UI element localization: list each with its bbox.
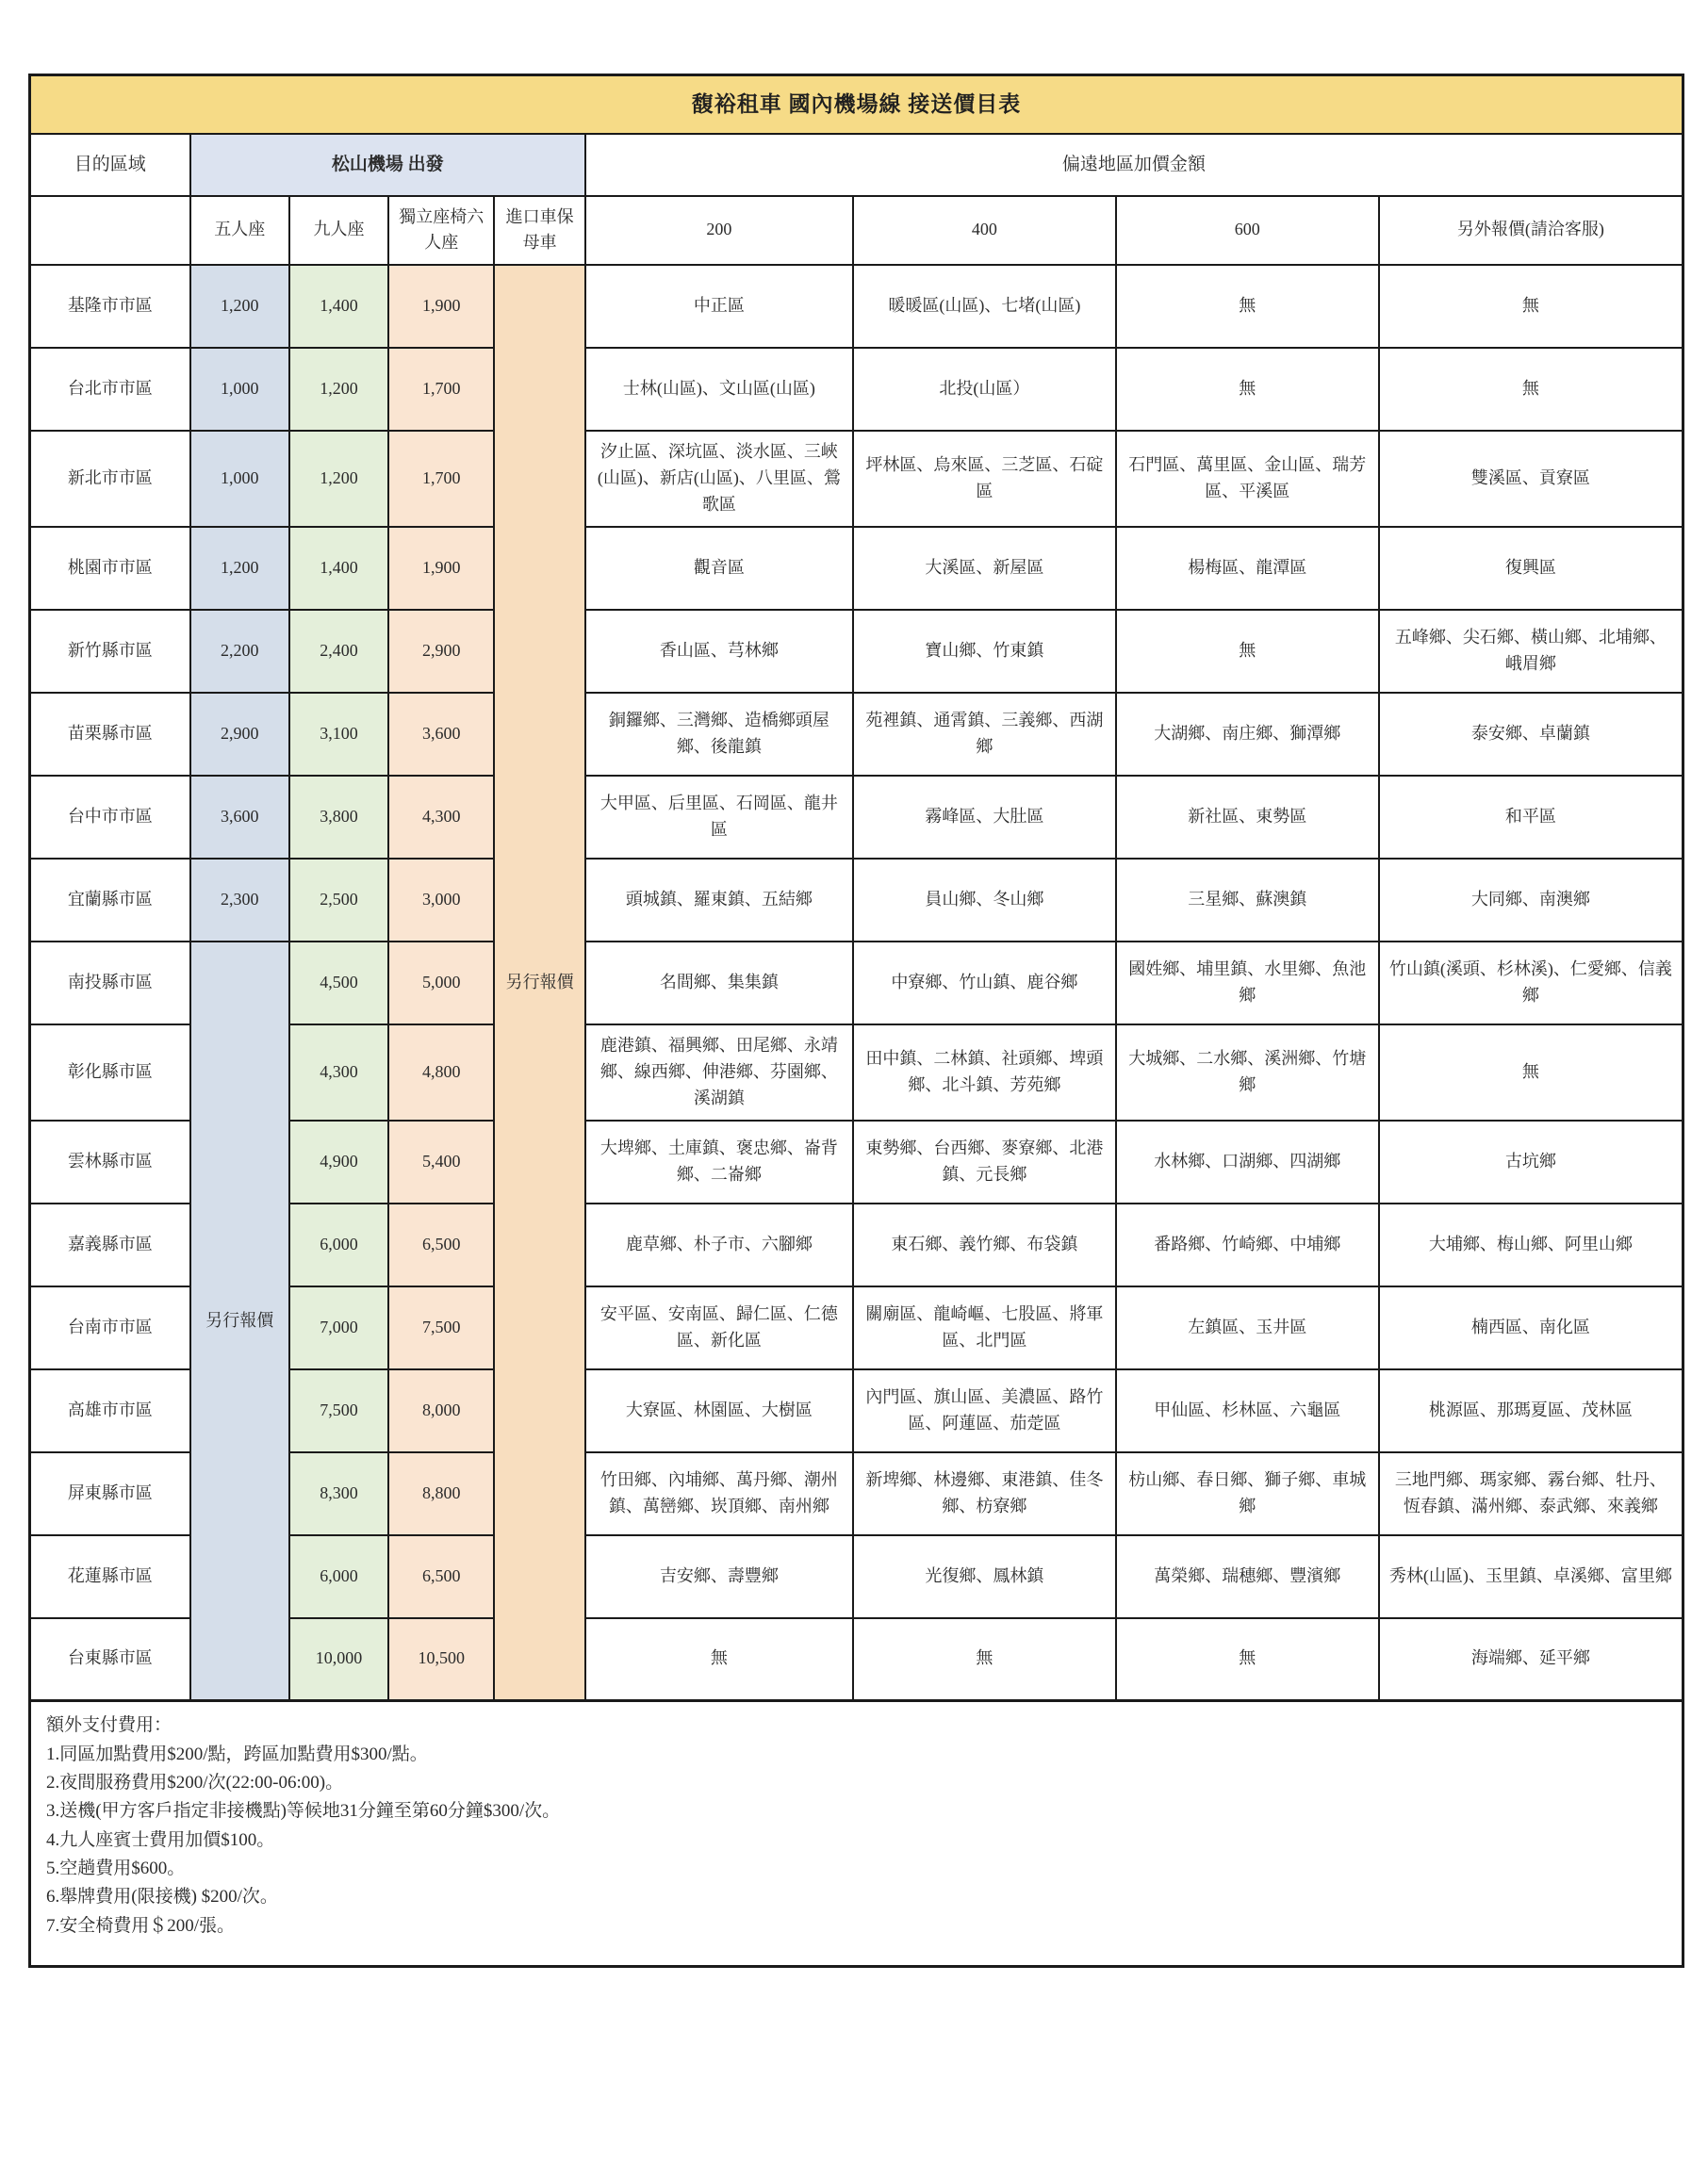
seat6-price-cell: 5,000: [388, 942, 494, 1024]
zone-400-cell: 員山鄉、冬山鄉: [853, 859, 1116, 942]
zone-600-cell: 國姓鄉、埔里鎮、水里鄉、魚池鄉: [1116, 942, 1379, 1024]
zone-other-cell: 三地門鄉、瑪家鄉、霧台鄉、牡丹、恆春鎮、滿州鄉、泰武鄉、來義鄉: [1379, 1452, 1683, 1535]
header-seat9: 九人座: [289, 196, 388, 266]
header-seat6: 獨立座椅六人座: [388, 196, 494, 266]
region-cell: 高雄市市區: [30, 1369, 190, 1452]
seat5-price-cell: 2,200: [190, 610, 289, 693]
note-item: 3.送機(甲方客戶指定非接機點)等候地31分鐘至第60分鐘$300/次。: [46, 1801, 561, 1822]
import-car-merged-quote-cell: 另行報價: [494, 265, 584, 1700]
zone-200-cell: 竹田鄉、內埔鄉、萬丹鄉、潮州鎮、萬巒鄉、崁頂鄉、南州鄉: [585, 1452, 853, 1535]
zone-400-cell: 東勢鄉、台西鄉、麥寮鄉、北港鎮、元長鄉: [853, 1121, 1116, 1204]
zone-600-cell: 水林鄉、口湖鄉、四湖鄉: [1116, 1121, 1379, 1204]
zone-200-cell: 鹿港鎮、福興鄉、田尾鄉、永靖鄉、線西鄉、伸港鄉、芬園鄉、溪湖鎮: [585, 1024, 853, 1121]
region-cell: 屏東縣市區: [30, 1452, 190, 1535]
zone-400-cell: 苑裡鎮、通霄鎮、三義鄉、西湖鄉: [853, 693, 1116, 776]
seat6-price-cell: 4,300: [388, 776, 494, 859]
zone-600-cell: 無: [1116, 1618, 1379, 1701]
zone-400-cell: 霧峰區、大肚區: [853, 776, 1116, 859]
header-zone-400: 400: [853, 196, 1116, 266]
region-cell: 彰化縣市區: [30, 1024, 190, 1121]
seat9-price-cell: 1,200: [289, 348, 388, 431]
seat9-price-cell: 10,000: [289, 1618, 388, 1701]
seat5-price-cell: 3,600: [190, 776, 289, 859]
seat6-price-cell: 10,500: [388, 1618, 494, 1701]
zone-600-cell: 無: [1116, 348, 1379, 431]
zone-200-cell: 安平區、安南區、歸仁區、仁德區、新化區: [585, 1286, 853, 1369]
header-row-columns: [30, 196, 1683, 266]
zone-400-cell: 新埤鄉、林邊鄉、東港鎮、佳冬鄉、枋寮鄉: [853, 1452, 1116, 1535]
note-item: 5.空趟費用$600。: [46, 1859, 186, 1879]
zone-200-cell: 中正區: [585, 265, 853, 348]
seat6-price-cell: 8,000: [388, 1369, 494, 1452]
zone-400-cell: 光復鄉、鳳林鎮: [853, 1535, 1116, 1618]
seat9-price-cell: 8,300: [289, 1452, 388, 1535]
header-departure: 松山機場 出發: [190, 134, 585, 196]
header-zone-600: 600: [1116, 196, 1379, 266]
seat6-price-cell: 4,800: [388, 1024, 494, 1121]
seat6-price-cell: 8,800: [388, 1452, 494, 1535]
seat9-price-cell: 1,400: [289, 265, 388, 348]
table-row: [30, 431, 1683, 527]
region-cell: 新竹縣市區: [30, 610, 190, 693]
zone-600-cell: 甲仙區、杉林區、六龜區: [1116, 1369, 1379, 1452]
seat6-price-cell: 1,700: [388, 348, 494, 431]
zone-other-cell: 大埔鄉、梅山鄉、阿里山鄉: [1379, 1204, 1683, 1286]
zone-200-cell: 香山區、芎林鄉: [585, 610, 853, 693]
seat5-price-cell: 1,200: [190, 265, 289, 348]
seat6-price-cell: 3,600: [388, 693, 494, 776]
seat9-price-cell: 1,400: [289, 527, 388, 610]
zone-200-cell: 名間鄉、集集鎮: [585, 942, 853, 1024]
seat6-price-cell: 2,900: [388, 610, 494, 693]
header-zone-other: 另外報價(請洽客服): [1379, 196, 1683, 266]
zone-600-cell: 枋山鄉、春日鄉、獅子鄉、車城鄉: [1116, 1452, 1379, 1535]
zone-other-cell: 大同鄉、南澳鄉: [1379, 859, 1683, 942]
note-item: 6.舉牌費用(限接機) $200/次。: [46, 1887, 278, 1908]
zone-200-cell: 頭城鎮、羅東鎮、五結鄉: [585, 859, 853, 942]
seat6-price-cell: 5,400: [388, 1121, 494, 1204]
seat5-merged-quote-cell: 另行報價: [190, 942, 289, 1701]
region-cell: 花蓮縣市區: [30, 1535, 190, 1618]
zone-200-cell: 大寮區、林園區、大樹區: [585, 1369, 853, 1452]
zone-other-cell: 和平區: [1379, 776, 1683, 859]
zone-400-cell: 關廟區、龍崎嶇、七股區、將軍區、北門區: [853, 1286, 1116, 1369]
seat9-price-cell: 4,500: [289, 942, 388, 1024]
region-cell: 台東縣市區: [30, 1618, 190, 1701]
zone-400-cell: 大溪區、新屋區: [853, 527, 1116, 610]
zone-200-cell: 觀音區: [585, 527, 853, 610]
seat9-price-cell: 7,000: [289, 1286, 388, 1369]
seat6-price-cell: 1,900: [388, 527, 494, 610]
seat6-price-cell: 3,000: [388, 859, 494, 942]
zone-200-cell: 吉安鄉、壽豐鄉: [585, 1535, 853, 1618]
zone-600-cell: 番路鄉、竹崎鄉、中埔鄉: [1116, 1204, 1379, 1286]
zone-600-cell: 左鎮區、玉井區: [1116, 1286, 1379, 1369]
zone-400-cell: 坪林區、烏來區、三芝區、石碇區: [853, 431, 1116, 527]
zone-400-cell: 北投(山區）: [853, 348, 1116, 431]
zone-400-cell: 無: [853, 1618, 1116, 1701]
table-row: [30, 776, 1683, 859]
region-cell: 桃園市市區: [30, 527, 190, 610]
seat9-price-cell: 7,500: [289, 1369, 388, 1452]
seat9-price-cell: 4,900: [289, 1121, 388, 1204]
zone-other-cell: 竹山鎮(溪頭、杉林溪)、仁愛鄉、信義鄉: [1379, 942, 1683, 1024]
seat9-price-cell: 4,300: [289, 1024, 388, 1121]
zone-other-cell: 無: [1379, 1024, 1683, 1121]
zone-600-cell: 萬榮鄉、瑞穗鄉、豐濱鄉: [1116, 1535, 1379, 1618]
region-cell: 基隆市市區: [30, 265, 190, 348]
region-cell: 宜蘭縣市區: [30, 859, 190, 942]
zone-400-cell: 田中鎮、二林鎮、社頭鄉、埤頭鄉、北斗鎮、芳苑鄉: [853, 1024, 1116, 1121]
zone-200-cell: 銅鑼鄉、三灣鄉、造橋鄉頭屋鄉、後龍鎮: [585, 693, 853, 776]
notes-box: [28, 1702, 1684, 1968]
region-cell: 雲林縣市區: [30, 1121, 190, 1204]
zone-400-cell: 內門區、旗山區、美濃區、路竹區、阿蓮區、茄萣區: [853, 1369, 1116, 1452]
zone-other-cell: 桃源區、那瑪夏區、茂林區: [1379, 1369, 1683, 1452]
table-row: [30, 348, 1683, 431]
header-zone-200: 200: [585, 196, 853, 266]
zone-400-cell: 中寮鄉、竹山鎮、鹿谷鄉: [853, 942, 1116, 1024]
notes-heading: 額外支付費用：: [46, 1715, 172, 1736]
table-row: [30, 693, 1683, 776]
zone-400-cell: 暖暖區(山區)、七堵(山區): [853, 265, 1116, 348]
zone-other-cell: 復興區: [1379, 527, 1683, 610]
table-row: [30, 942, 1683, 1024]
seat6-price-cell: 7,500: [388, 1286, 494, 1369]
seat9-price-cell: 2,500: [289, 859, 388, 942]
seat6-price-cell: 1,900: [388, 265, 494, 348]
seat9-price-cell: 6,000: [289, 1204, 388, 1286]
seat6-price-cell: 1,700: [388, 431, 494, 527]
zone-other-cell: 泰安鄉、卓蘭鎮: [1379, 693, 1683, 776]
region-cell: 嘉義縣市區: [30, 1204, 190, 1286]
zone-other-cell: 雙溪區、貢寮區: [1379, 431, 1683, 527]
seat6-price-cell: 6,500: [388, 1535, 494, 1618]
header-import-car: 進口車保母車: [494, 196, 584, 266]
note-item: 2.夜間服務費用$200/次(22:00-06:00)。: [46, 1772, 344, 1793]
seat9-price-cell: 3,800: [289, 776, 388, 859]
zone-200-cell: 大埤鄉、土庫鎮、褒忠鄉、崙背鄉、二崙鄉: [585, 1121, 853, 1204]
header-blank-cell: [30, 196, 190, 266]
zone-200-cell: 大甲區、后里區、石岡區、龍井區: [585, 776, 853, 859]
zone-600-cell: 大城鄉、二水鄉、溪洲鄉、竹塘鄉: [1116, 1024, 1379, 1121]
table-title-row: [30, 75, 1683, 134]
zone-200-cell: 鹿草鄉、朴子市、六腳鄉: [585, 1204, 853, 1286]
region-cell: 苗栗縣市區: [30, 693, 190, 776]
region-cell: 新北市市區: [30, 431, 190, 527]
note-item: 1.同區加點費用$200/點，跨區加點費用$300/點。: [46, 1744, 428, 1764]
table-row: [30, 265, 1683, 348]
zone-200-cell: 汐止區、深坑區、淡水區、三峽(山區)、新店(山區)、八里區、鶯歌區: [585, 431, 853, 527]
zone-600-cell: 新社區、東勢區: [1116, 776, 1379, 859]
zone-other-cell: 無: [1379, 265, 1683, 348]
note-item: 7.安全椅費用＄200/張。: [46, 1915, 236, 1936]
region-cell: 南投縣市區: [30, 942, 190, 1024]
seat9-price-cell: 1,200: [289, 431, 388, 527]
zone-other-cell: 楠西區、南化區: [1379, 1286, 1683, 1369]
seat5-price-cell: 1,200: [190, 527, 289, 610]
seat9-price-cell: 3,100: [289, 693, 388, 776]
zone-600-cell: 無: [1116, 265, 1379, 348]
region-cell: 台南市市區: [30, 1286, 190, 1369]
header-surcharge: 偏遠地區加價金額: [585, 134, 1683, 196]
zone-other-cell: 無: [1379, 348, 1683, 431]
zone-600-cell: 無: [1116, 610, 1379, 693]
seat9-price-cell: 2,400: [289, 610, 388, 693]
seat6-price-cell: 6,500: [388, 1204, 494, 1286]
note-item: 4.九人座賓士費用加價$100。: [46, 1829, 275, 1850]
zone-600-cell: 楊梅區、龍潭區: [1116, 527, 1379, 610]
zone-400-cell: 寶山鄉、竹東鎮: [853, 610, 1116, 693]
zone-600-cell: 大湖鄉、南庄鄉、獅潭鄉: [1116, 693, 1379, 776]
zone-600-cell: 石門區、萬里區、金山區、瑞芳區、平溪區: [1116, 431, 1379, 527]
region-cell: 台北市市區: [30, 348, 190, 431]
header-row-groups: [30, 134, 1683, 196]
zone-600-cell: 三星鄉、蘇澳鎮: [1116, 859, 1379, 942]
zone-other-cell: 古坑鄉: [1379, 1121, 1683, 1204]
seat5-price-cell: 1,000: [190, 348, 289, 431]
seat5-price-cell: 2,900: [190, 693, 289, 776]
zone-200-cell: 士林(山區)、文山區(山區): [585, 348, 853, 431]
page-title: 馥裕租車 國內機場線 接送價目表: [30, 75, 1683, 134]
price-table-body: [30, 265, 1683, 1700]
seat5-price-cell: 2,300: [190, 859, 289, 942]
table-row: [30, 527, 1683, 610]
zone-other-cell: 秀林(山區)、玉里鎮、卓溪鄉、富里鄉: [1379, 1535, 1683, 1618]
seat5-price-cell: 1,000: [190, 431, 289, 527]
zone-other-cell: 海端鄉、延平鄉: [1379, 1618, 1683, 1701]
price-table: [28, 74, 1684, 1702]
header-seat5: 五人座: [190, 196, 289, 266]
seat9-price-cell: 6,000: [289, 1535, 388, 1618]
region-cell: 台中市市區: [30, 776, 190, 859]
header-destination: 目的區域: [30, 134, 190, 196]
zone-400-cell: 東石鄉、義竹鄉、布袋鎮: [853, 1204, 1116, 1286]
table-row: [30, 859, 1683, 942]
table-row: [30, 610, 1683, 693]
zone-200-cell: 無: [585, 1618, 853, 1701]
zone-other-cell: 五峰鄉、尖石鄉、橫山鄉、北埔鄉、峨眉鄉: [1379, 610, 1683, 693]
notes-list: [46, 1741, 1667, 1941]
